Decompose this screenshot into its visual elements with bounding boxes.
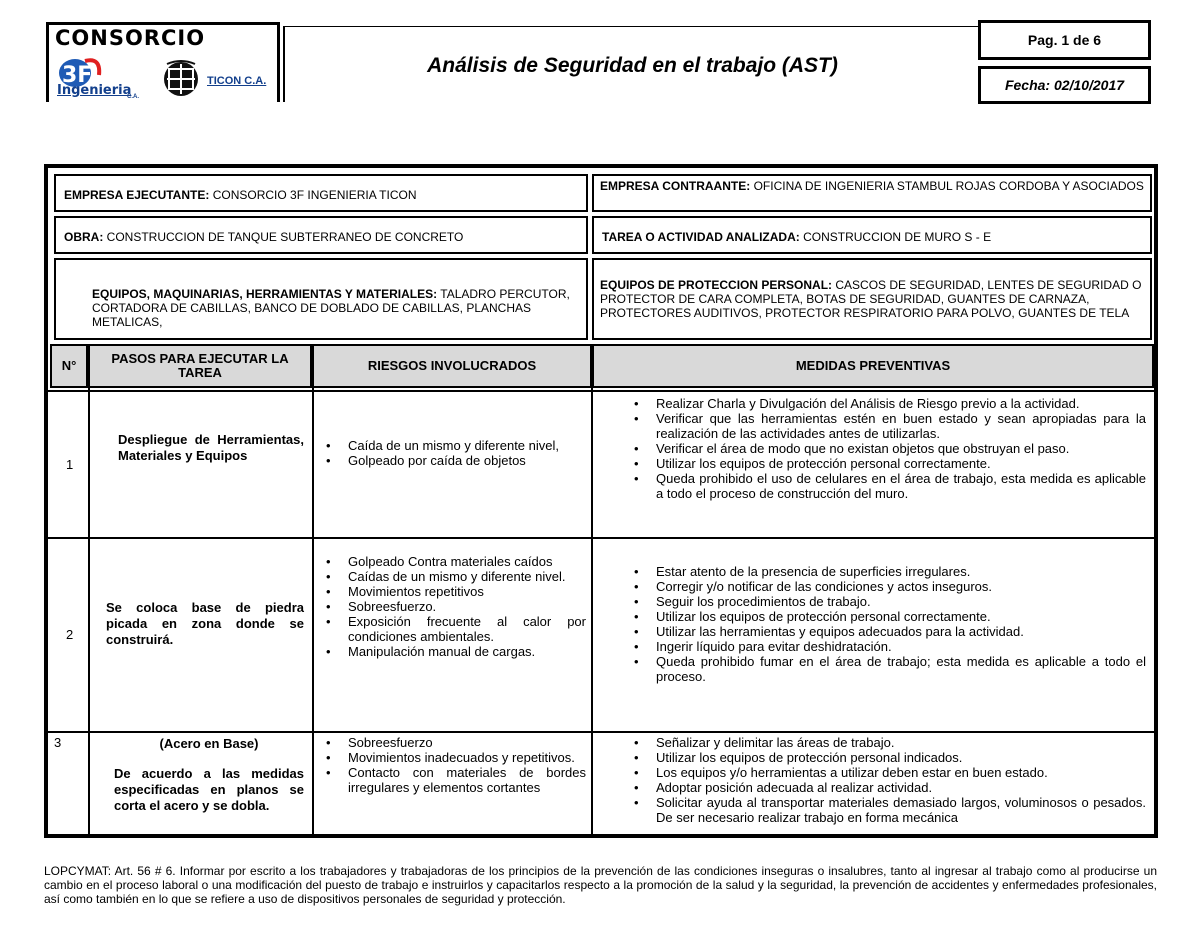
- list-item: • Verificar el área de modo que no existan objetos que obstruyan el paso.: [626, 441, 1146, 456]
- row-3-num: 3: [54, 735, 62, 750]
- row-3-paso: De acuerdo a las medidas especificadas en planos se corta el acero y se dobla.: [114, 766, 304, 813]
- logo-ingenieria-text: Ingenieria: [57, 83, 132, 98]
- header-pasos: PASOS PARA EJECUTAR LA TAREA: [88, 344, 312, 388]
- header-medidas: MEDIDAS PREVENTIVAS: [592, 344, 1154, 388]
- row-divider: [48, 390, 1154, 392]
- logo-ticon-text: TICON C.A.: [207, 75, 267, 87]
- row-2-paso: Se coloca base de piedra picada en zona donde se construirá.: [106, 600, 304, 647]
- list-item: • Utilizar los equipos de protección personal indicados.: [626, 750, 1146, 765]
- column-divider: [88, 388, 90, 834]
- empresa-ejecutante-value: CONSORCIO 3F INGENIERIA TICON: [209, 188, 417, 202]
- list-item: • Movimientos inadecuados y repetitivos.: [318, 750, 586, 765]
- obra-cell: [54, 216, 588, 254]
- column-divider: [591, 388, 593, 834]
- list-item: • Movimientos repetitivos: [318, 584, 586, 599]
- ast-table: [44, 164, 1158, 838]
- equipos-value: TALADRO PERCUTOR, CORTADORA DE CABILLAS, BANCO DE DOBLADO DE CABILLAS, PLANCHAS METALICAS,: [92, 287, 570, 329]
- list-item: • Contacto con materiales de bordes irregulares y elementos cortantes: [318, 765, 586, 795]
- list-item: • Utilizar los equipos de protección personal correctamente.: [626, 609, 1146, 624]
- page-title: Análisis de Seguridad en el trabajo (AST): [427, 54, 838, 77]
- tarea-label: TAREA O ACTIVIDAD ANALIZADA:: [602, 230, 800, 244]
- list-item: • Caída de un mismo y diferente nivel,: [318, 438, 586, 453]
- equipos-cell: [54, 258, 588, 340]
- row-1-riesgos: [318, 438, 586, 468]
- empresa-contratante-value: OFICINA DE INGENIERIA STAMBUL ROJAS CORDOBA Y ASOCIADOS: [750, 179, 1144, 193]
- row-1-num: 1: [66, 457, 74, 472]
- list-item: • Queda prohibido el uso de celulares en el área de trabajo, esta medida es aplicable a todo el proceso de construcción del muro.: [626, 471, 1146, 501]
- svg-text:3F: 3F: [62, 63, 93, 88]
- empresa-contratante-label: EMPRESA CONTRAANTE:: [600, 179, 751, 193]
- row-2-medidas: [626, 564, 1146, 684]
- list-item: • Estar atento de la presencia de superficies irregulares.: [626, 564, 1146, 579]
- equipos-label: EQUIPOS, MAQUINARIAS, HERRAMIENTAS Y MATERIALES:: [92, 287, 438, 301]
- obra-value: CONSTRUCCION DE TANQUE SUBTERRANEO DE CONCRETO: [103, 230, 464, 244]
- list-item: • Ingerir líquido para evitar deshidratación.: [626, 639, 1146, 654]
- tarea-cell: [592, 216, 1152, 254]
- epp-value: CASCOS DE SEGURIDAD, LENTES DE SEGURIDAD O PROTECTOR DE CARA COMPLETA, BOTAS DE SEGURIDAD, GUANTES DE CARNAZA, PROTECTORES AUDITIVOS, PROTECTOR RESPIRATORIO PARA POLVO, GUANTES DE TELA: [600, 278, 1142, 320]
- list-item: • Manipulación manual de cargas.: [318, 644, 586, 659]
- list-item: • Exposición frecuente al calor por condiciones ambientales.: [318, 614, 586, 644]
- empresa-contratante-cell: [592, 174, 1152, 212]
- empresa-ejecutante-cell: [54, 174, 588, 212]
- list-item: • Solicitar ayuda al transportar materiales demasiado largos, voluminosos o pesados. De ser necesario realizar trabajo en forma mecánica: [626, 795, 1146, 825]
- row-1-medidas: [626, 396, 1146, 501]
- empresa-ejecutante-label: EMPRESA EJECUTANTE:: [64, 188, 210, 202]
- list-item: • Verificar que las herramientas estén en buen estado y sean apropiadas para la realización de las actividades antes de utilizarlas.: [626, 411, 1146, 441]
- list-item: • Sobreesfuerzo: [318, 735, 586, 750]
- header-num: N°: [50, 344, 88, 388]
- obra-label: OBRA:: [64, 230, 104, 244]
- row-divider: [48, 537, 1154, 539]
- row-3-riesgos: [318, 735, 586, 795]
- list-item: • Adoptar posición adecuada al realizar actividad.: [626, 780, 1146, 795]
- list-item: • Sobreesfuerzo.: [318, 599, 586, 614]
- epp-label: EQUIPOS DE PROTECCION PERSONAL:: [600, 278, 833, 292]
- row-divider: [48, 731, 1154, 733]
- company-name: CONSORCIO: [55, 26, 206, 50]
- list-item: • Utilizar los equipos de protección personal correctamente.: [626, 456, 1146, 471]
- footer-legal-note: LOPCYMAT: Art. 56 # 6. Informar por escrito a los trabajadores y trabajadoras de los principios de la prevención de las condiciones inseguras o insalubres, tanto al ingresar al trabajo como al producirse un cambio en el proceso laboral o una modificación del puesto de trabajo e instruirlos y capacitarlos respecto a la promoción de la salud y la seguridad, la prevención de accidentes y enfermedades profesionales, así como también en lo que se refiere a uso de dispositivos personales de seguridad y protección.: [44, 864, 1157, 906]
- list-item: • Golpeado Contra materiales caídos: [318, 554, 586, 569]
- list-item: • Golpeado por caída de objetos: [318, 453, 586, 468]
- row-2-riesgos: [318, 554, 586, 659]
- tarea-value: CONSTRUCCION DE MURO S - E: [799, 230, 992, 244]
- logo-box: [46, 22, 280, 102]
- title-box: [283, 26, 980, 102]
- list-item: • Queda prohibido fumar en el área de trabajo; esta medida es aplicable a todo el proceso.: [626, 654, 1146, 684]
- ticon-emblem-icon: [159, 58, 203, 98]
- header-riesgos: RIESGOS INVOLUCRADOS: [312, 344, 592, 388]
- page-number: Pag. 1 de 6: [978, 20, 1151, 60]
- list-item: • Corregir y/o notificar de las condiciones y actos inseguros.: [626, 579, 1146, 594]
- row-3-paso-title: (Acero en Base): [159, 736, 259, 751]
- list-item: • Señalizar y delimitar las áreas de trabajo.: [626, 735, 1146, 750]
- document-date: Fecha: 02/10/2017: [978, 66, 1151, 104]
- list-item: • Los equipos y/o herramientas a utilizar deben estar en buen estado.: [626, 765, 1146, 780]
- logo-ca-text: C.A.: [127, 94, 139, 100]
- epp-cell: [592, 258, 1152, 340]
- row-1-paso: Despliegue de Herramientas, Materiales y Equipos: [118, 432, 304, 463]
- list-item: • Caídas de un mismo y diferente nivel.: [318, 569, 586, 584]
- row-2-num: 2: [66, 627, 74, 642]
- row-3-medidas: [626, 735, 1146, 825]
- list-item: • Realizar Charla y Divulgación del Análisis de Riesgo previo a la actividad.: [626, 396, 1146, 411]
- list-item: • Seguir los procedimientos de trabajo.: [626, 594, 1146, 609]
- list-item: • Utilizar las herramientas y equipos adecuados para la actividad.: [626, 624, 1146, 639]
- column-divider: [312, 388, 314, 834]
